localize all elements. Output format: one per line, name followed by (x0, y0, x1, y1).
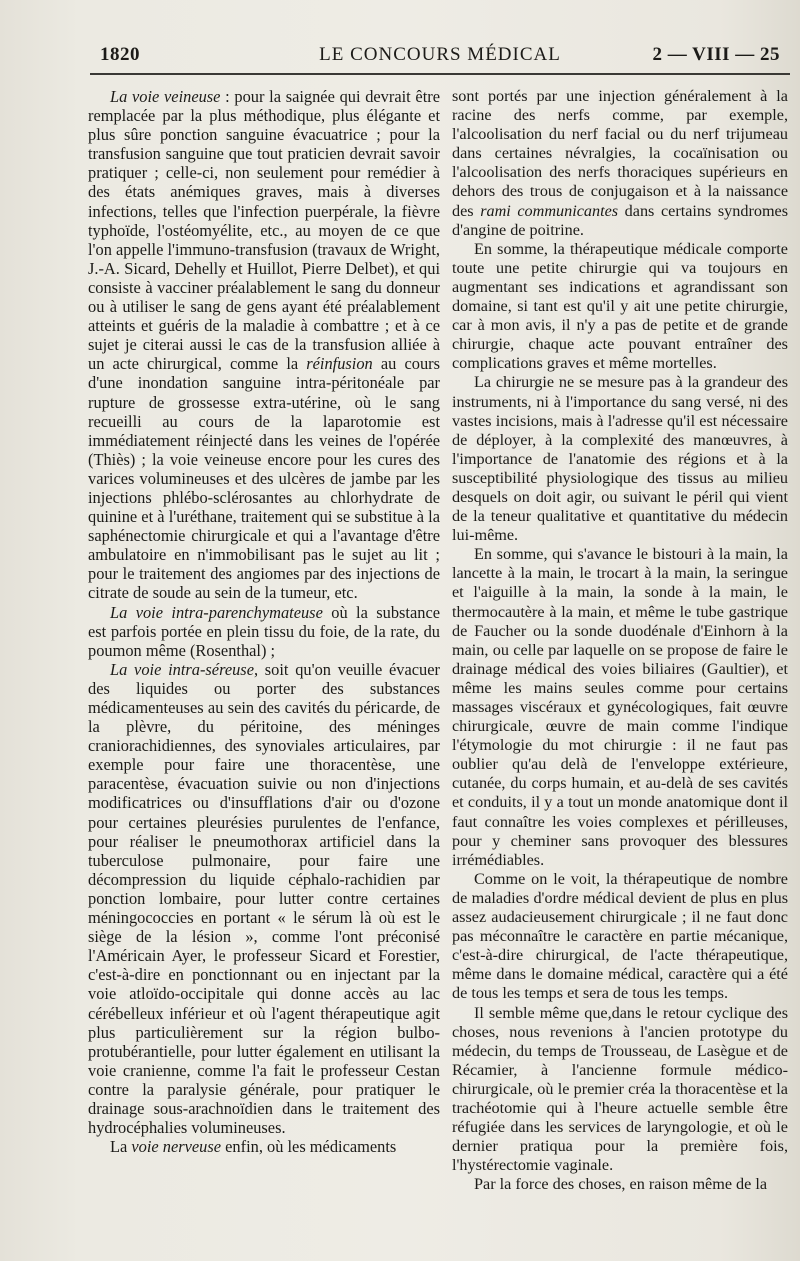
left-column (88, 87, 440, 1156)
right-column (452, 87, 788, 1194)
paragraph: La voie nerveuse enfin, où les médicaments (110, 1137, 397, 1157)
paragraph: Comme on le voit, la thérapeutique de nombre de maladies d'ordre médical devient de plus en plus assez audacieusement chirurgicale ; il ne faut donc pas méconnaître le caractère en partie mécanique, c'est-à-dire chirurgical, de l'acte thérapeutique, même dans le domaine médical, caractère qui a été de tous les temps et sera de tous les temps. (452, 869, 788, 1003)
page-number: 1820 (100, 44, 140, 65)
paragraph: La chirurgie ne se mesure pas à la grandeur des instruments, ni à l'importance du sang versé, ni des vastes incisions, mais à l'adresse qu'il est nécessaire de déployer, à la complexité des manœuvres, à l'importance de l'anatomie des régions et à la susceptibilité physiologique des tissus au milieu desquels on doit agir, ou suivant le péril qui vient de la teneur qualitative et quantitative du médecin lui-même. (452, 373, 788, 545)
section-lead: La voie intra-séreuse (110, 659, 254, 679)
paragraph: En somme, la thérapeutique médicale comporte toute une petite chirurgie qui va toujours en augmentant ses indications et agrandissant son domaine, si tant est qu'il y ait une petite chirurgie, car à mon avis, il n'y a pas de petite et de grande chirurgie, chaque acte pouvant entraîner des complications graves et même mortelles. (452, 239, 788, 373)
journal-title: LE CONCOURS MÉDICAL (319, 44, 561, 65)
paragraph: Par la force des choses, en raison même de la (474, 1175, 768, 1194)
paragraph: Il semble même que,dans le retour cyclique des choses, nous revenions à l'ancien prototype du médecin, du temps de Trousseau, de Lasègue et de Récamier, à l'ancienne formule médico-chirurgicale, où le premier créa la thoracentèse et la trachéotomie qui à l'heure actuelle semble être réfugiée dans les services de laryngologie, et où le dernier pratiqua pour la première fois, l'hystérectomie vaginale. (452, 1003, 788, 1175)
paragraph: En somme, qui s'avance le bistouri à la main, la lancette à la main, le trocart à la main, la seringue et l'aiguille à la main, la sonde à la main, le thermocautère à la main, et même le tube gastrique de Faucher ou la sonde duodénale d'Einhorn à la main, ou celle par laquelle on se propose de faire le drainage médical des voies biliaires (Gaultier), et même les mains seules comme pour certains massages viscéraux et gynécologiques, fait œuvre chirurgicale, œuvre de main comme l'indique l'étymologie du mot chirurgie : il ne faut pas oublier qu'au delà de l'enveloppe extérieure, cutanée, du corps humain, et au-delà de ses cavités et conduits, il y a tout un monde anatomique dont il faut connaître les voies complexes et périlleuses, pour y cheminer sans provoquer des blessures irrémédiables. (452, 545, 788, 869)
paragraph: La voie veineuse : pour la saignée qui devrait être remplacée par la plus méthodique, plus élégante et plus sûre ponction sanguine évacuatrice ; pour la transfusion sanguine que tout praticien devrait savoir pratiquer ; celle-ci, non seulement pour remédier à des états anémiques graves, mais à diverses infections, telles que l'infection puerpérale, la fièvre typhoïde, l'ostéomyélite, etc., au moyen de ce que l'on appelle l'immuno-transfusion (travaux de Wright, J.-A. Sicard, Dehelly et Huillot, Pierre Delbet), et qui consiste à vacciner préalablement le sang du donneur ou à utiliser le sang de gens ayant été préalablement atteints et guéris de la maladie à combattre ; et à ce sujet je citerai aussi le cas de la transfusion alliée à un acte chirurgical, comme la réinfusion au cours d'une inondation sanguine intra-péritonéale par rupture de grossesse extra-utérine, où le sang recueilli au cours de la laparotomie est immédiatement réinjecté dans les veines de l'opérée (Thiès) ; la voie veineuse encore pour les cures des varices volumineuses et des ulcères de jambe par les injections phlébo-sclérosantes au chlorhydrate de quinine et à l'uréthane, traitement qui se substitue à la saphénectomie chirurgicale et qui a l'avantage d'être ambulatoire en n'immobilisant pas le sujet au lit ; pour le traitement des angiomes par des injections de citrate de soude au sein de la tumeur, etc. (88, 87, 440, 603)
page-header (100, 44, 780, 72)
section-lead: La voie intra-parenchymateuse (110, 602, 323, 622)
paragraph: sont portés par une injection généralement à la racine des nerfs comme, par exemple, l'alcoolisation du nerf facial ou du nerf trijumeau dans certaines névralgies, la cocaïnisation ou l'alcoolisation des nerfs thoraciques supérieurs en dehors des trous de conjugaison et à la naissance des rami communicantes dans certains syndromes d'angine de poitrine. (452, 87, 789, 239)
paragraph: La voie intra-séreuse, soit qu'on veuille évacuer des liquides ou porter des substances médicamenteuses au sein des cavités du péricarde, de la plèvre, du péritoine, des méninges craniorachidiennes, des synoviales articulaires, par exemple pour faire une thoracentèse, une paracentèse, évacuation suivie ou non d'injections modificatrices ou d'insufflations d'air ou d'ozone pour certaines pleurésies purulentes de l'enfance, pour réaliser le pneumothorax artificiel dans la tuberculose pulmonaire, pour faire une décompression du liquide céphalo-rachidien par ponction lombaire, pour lutter contre certaines méningococcies en portant « le sérum là où est le siège de la lésion », comme l'ont préconisé l'Américain Ayer, le professeur Sicard et Forestier, c'est-à-dire en ponctionnant ou en injectant par la voie atloïdo-occipitale qui donne accès au lac cérébelleux inférieur et où l'agent thérapeutique agit plus particulièrement sur la région bulbo-protubérantielle, pour lutter également en utilisant la voie cranienne, comme l'a fait le professeur Cestan contre la paralysie générale, pour pratiquer le drainage sous-arachnoïdien dans le traitement des hydrocéphalies volumineuses. (88, 659, 440, 1138)
section-lead: La voie veineuse (110, 87, 221, 106)
header-rule (90, 73, 790, 75)
paragraph: La voie intra-parenchymateuse où la substance est parfois portée en plein tissu du foie, de la rate, du poumon même (Rosenthal) ; (88, 602, 440, 660)
issue-date: 2 — VIII — 25 (652, 44, 780, 65)
